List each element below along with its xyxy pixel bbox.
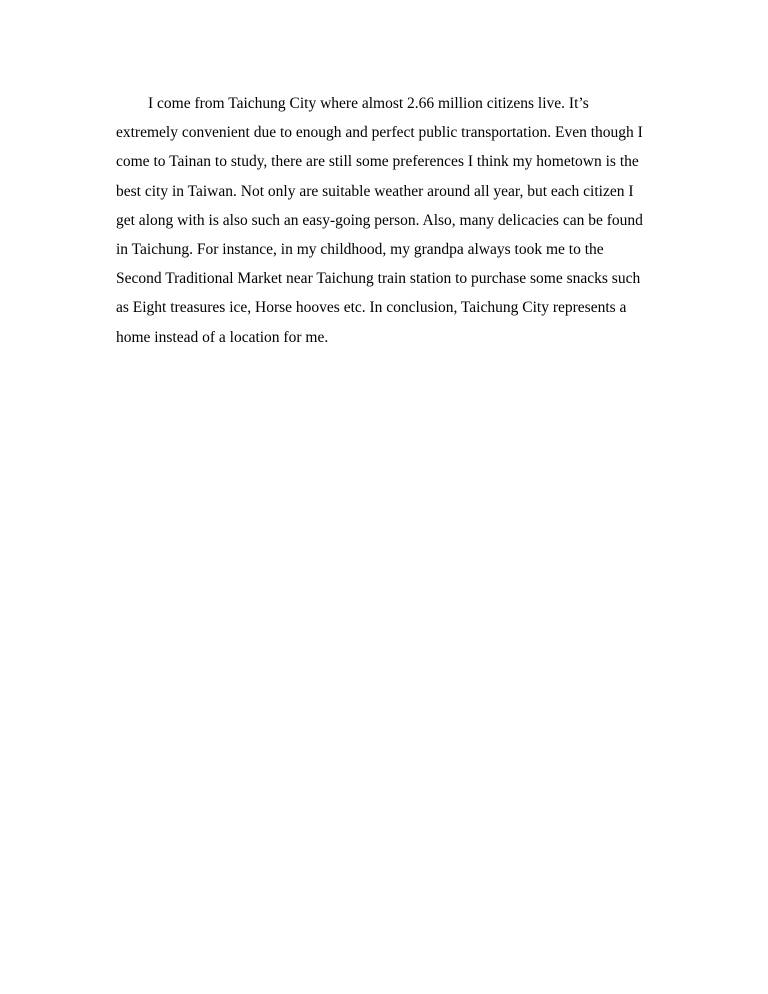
- paragraph-line: as Eight treasures ice, Horse hooves etc. In conclusion, Taichung City represents a: [116, 299, 627, 317]
- paragraph-line: best city in Taiwan. Not only are suitable weather around all year, but each citizen I: [116, 182, 634, 200]
- paragraph-line: Second Traditional Market near Taichung train station to purchase some snacks such: [116, 270, 641, 288]
- paragraph-line: get along with is also such an easy-going person. Also, many delicacies can be found: [116, 211, 643, 229]
- body-paragraph: [116, 94, 676, 357]
- paragraph-line: home instead of a location for me.: [116, 328, 329, 346]
- paragraph-line: in Taichung. For instance, in my childhood, my grandpa always took me to the: [116, 240, 604, 258]
- paragraph-line: extremely convenient due to enough and perfect public transportation. Even though I: [116, 124, 643, 142]
- paragraph-line: come to Tainan to study, there are still some preferences I think my hometown is the: [116, 153, 639, 171]
- paragraph-line: I come from Taichung City where almost 2.66 million citizens live. It’s: [148, 95, 589, 112]
